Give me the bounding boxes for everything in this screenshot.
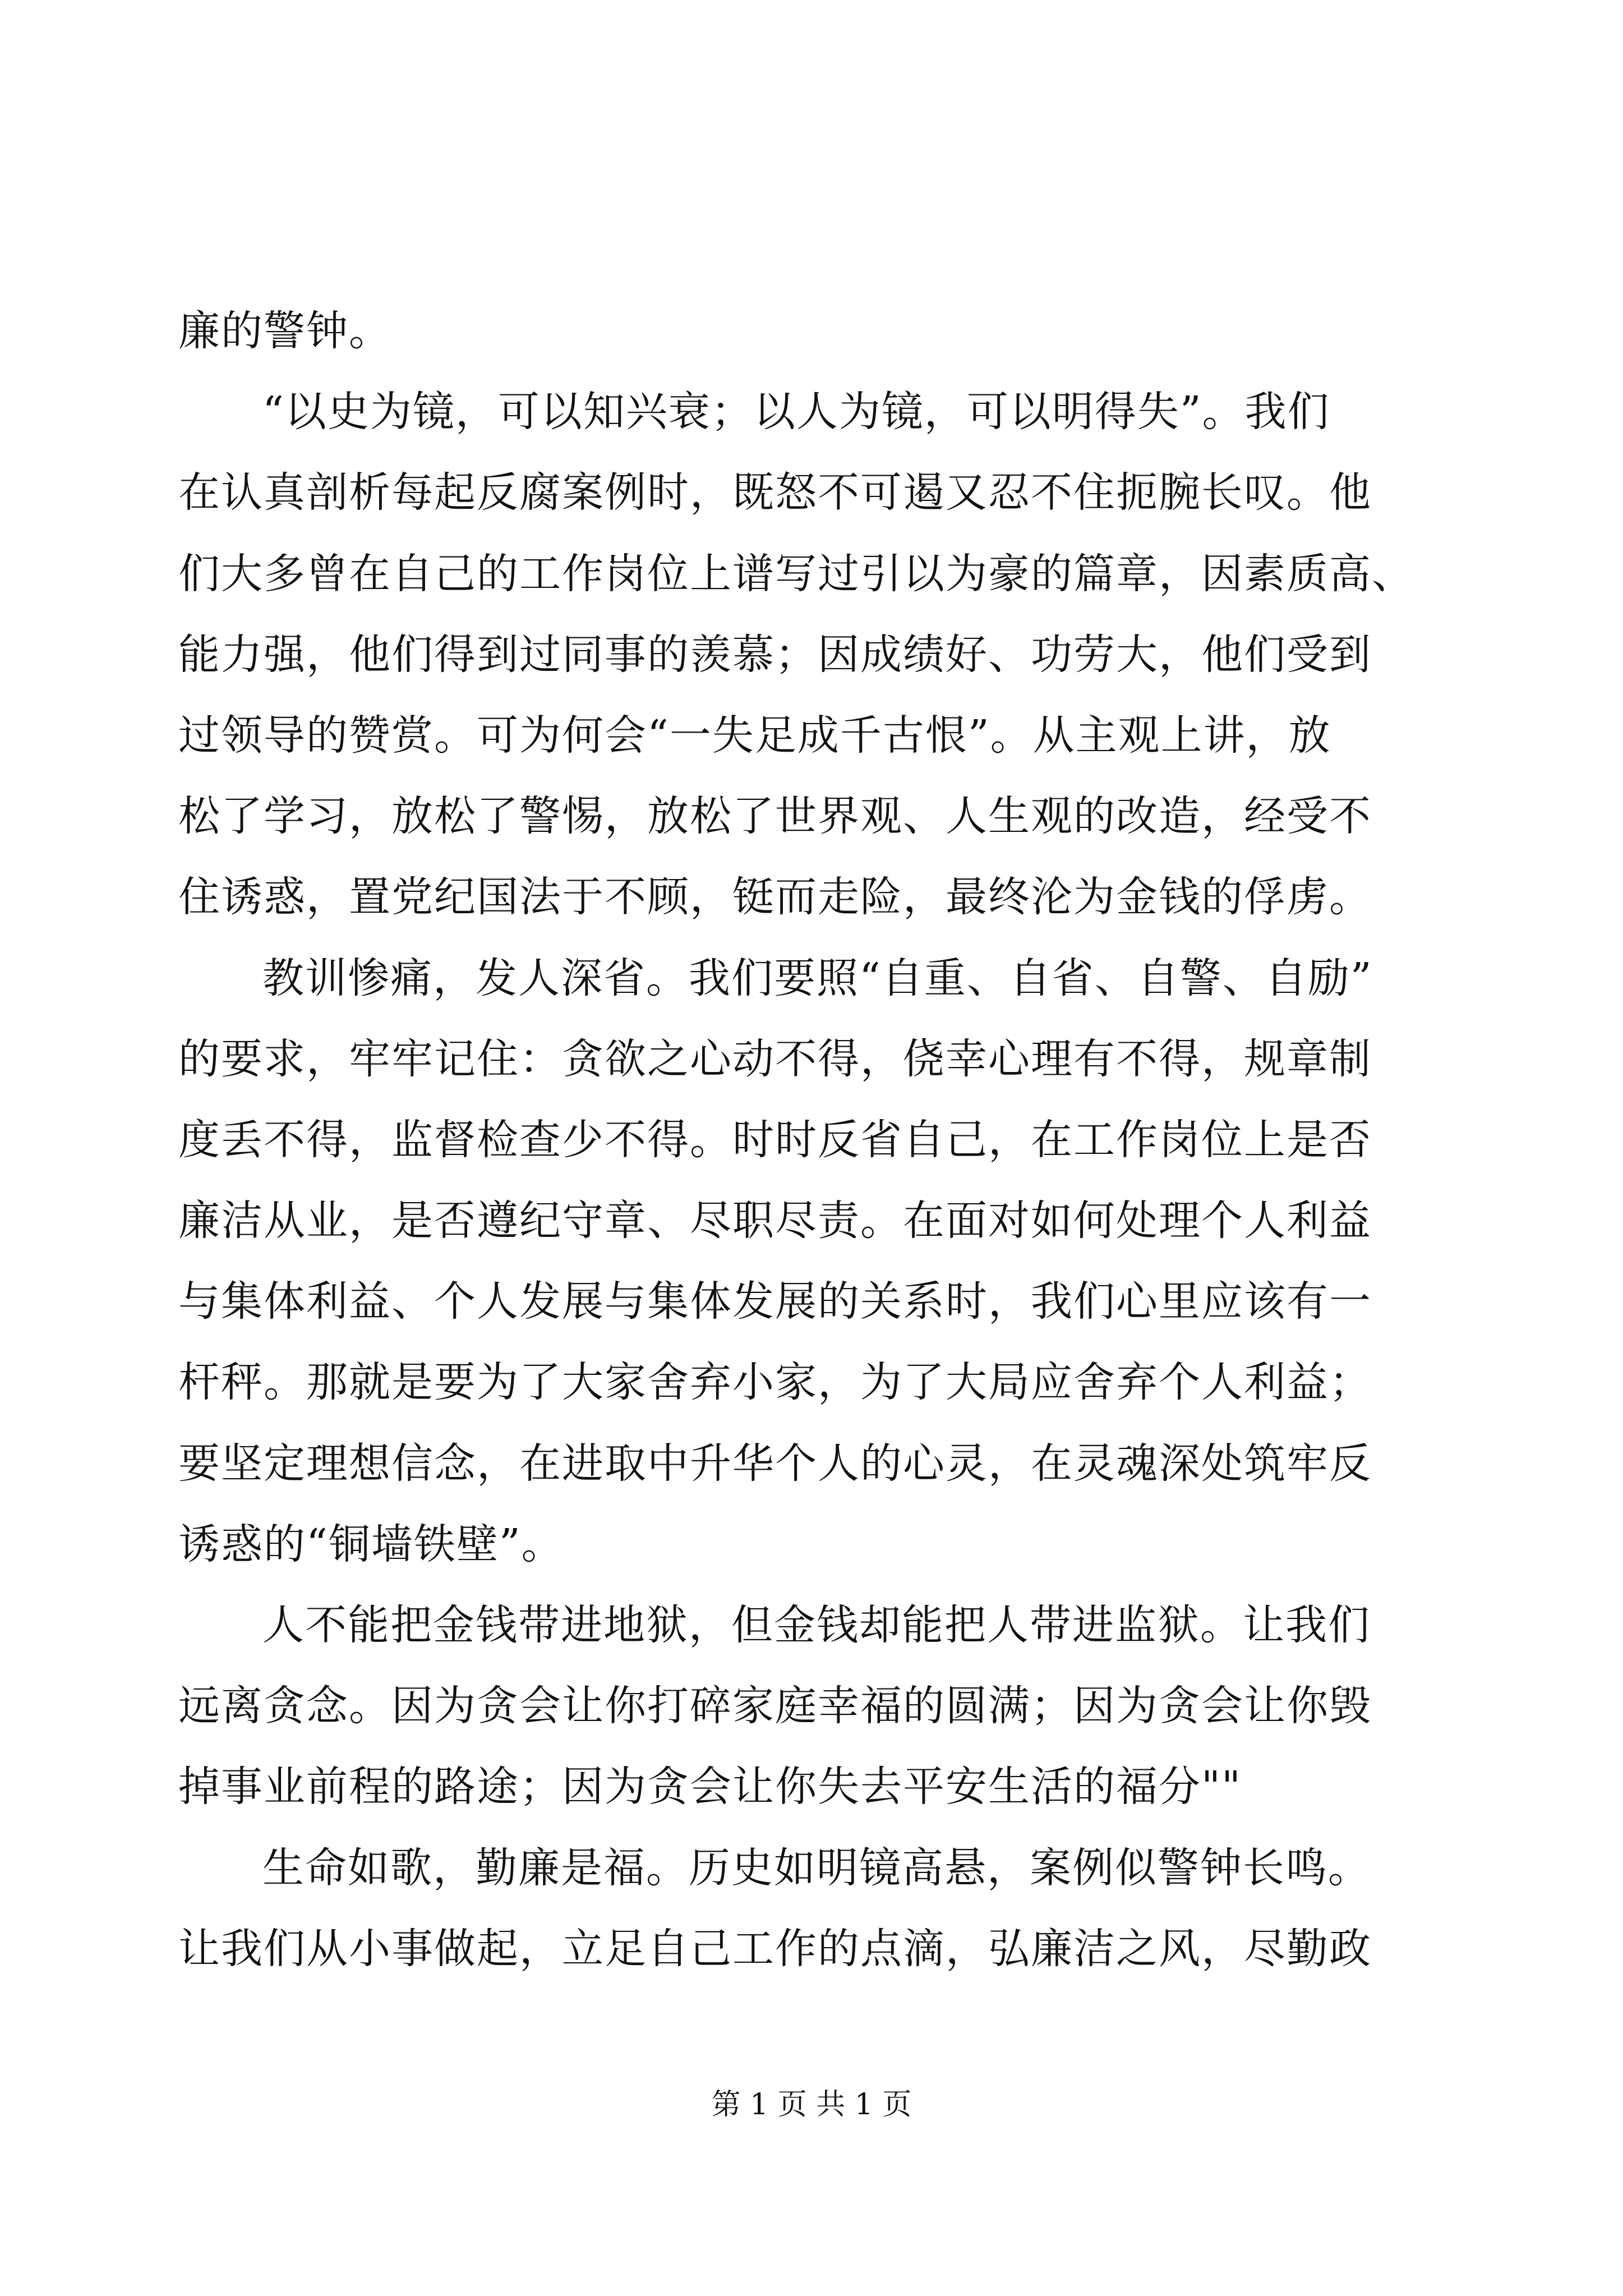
text-line: 人不能把金钱带进地狱，但金钱却能把人带进监狱。让我们: [262, 1601, 1371, 1649]
text-line: 松了学习，放松了警惕，放松了世界观、人生观的改造，经受不: [178, 792, 1372, 841]
text-line: 教训惨痛，发人深省。我们要照“自重、自省、自警、自励”: [262, 954, 1373, 1002]
text-line: 诱惑的“铜墙铁壁”。: [178, 1520, 564, 1568]
text-line: 杆秤。那就是要为了大家舍弃小家，为了大局应舍弃个人利益；: [178, 1358, 1372, 1407]
text-line: “以史为镜，可以知兴衰；以人为镜，可以明得失”。我们: [262, 388, 1330, 436]
text-line: 能力强，他们得到过同事的羡慕；因成绩好、功劳大，他们受到: [178, 630, 1372, 679]
text-line: 们大多曾在自己的工作岗位上谱写过引以为豪的篇章，因素质高、: [178, 549, 1414, 598]
text-line: 廉的警钟。: [178, 307, 391, 355]
text-line: 度丢不得，监督检查少不得。时时反省自己，在工作岗位上是否: [178, 1115, 1372, 1164]
text-line: 掉事业前程的路途；因为贪会让你失去平安生活的福分"": [178, 1763, 1242, 1811]
page-footer: 第 1 页 共 1 页: [711, 2088, 912, 2122]
text-line: 远离贪念。因为贪会让你打碎家庭幸福的圆满；因为贪会让你毁: [178, 1682, 1372, 1731]
text-line: 住诱惑，置党纪国法于不顾，铤而走险，最终沦为金钱的俘虏。: [178, 873, 1372, 922]
body-text: [178, 291, 1447, 1989]
text-line: 廉洁从业，是否遵纪守章、尽职尽责。在面对如何处理个人利益: [178, 1197, 1372, 1245]
text-line: 要坚定理想信念，在进取中升华个人的心灵，在灵魂深处筑牢反: [178, 1439, 1372, 1488]
text-line: 生命如歌，勤廉是福。历史如明镜高悬，案例似警钟长鸣。: [262, 1843, 1371, 1892]
text-line: 的要求，牢牢记住：贪欲之心动不得，侥幸心理有不得，规章制: [178, 1034, 1372, 1083]
text-line: 与集体利益、个人发展与集体发展的关系时，我们心里应该有一: [178, 1277, 1372, 1326]
text-line: 在认真剖析每起反腐案例时，既怒不可遏又忍不住扼腕长叹。他: [178, 468, 1372, 517]
text-line: 过领导的赞赏。可为何会“一失足成千古恨”。从主观上讲，放: [178, 711, 1331, 760]
text-line: 让我们从小事做起，立足自己工作的点滴，弘廉洁之风，尽勤政: [178, 1924, 1372, 1973]
